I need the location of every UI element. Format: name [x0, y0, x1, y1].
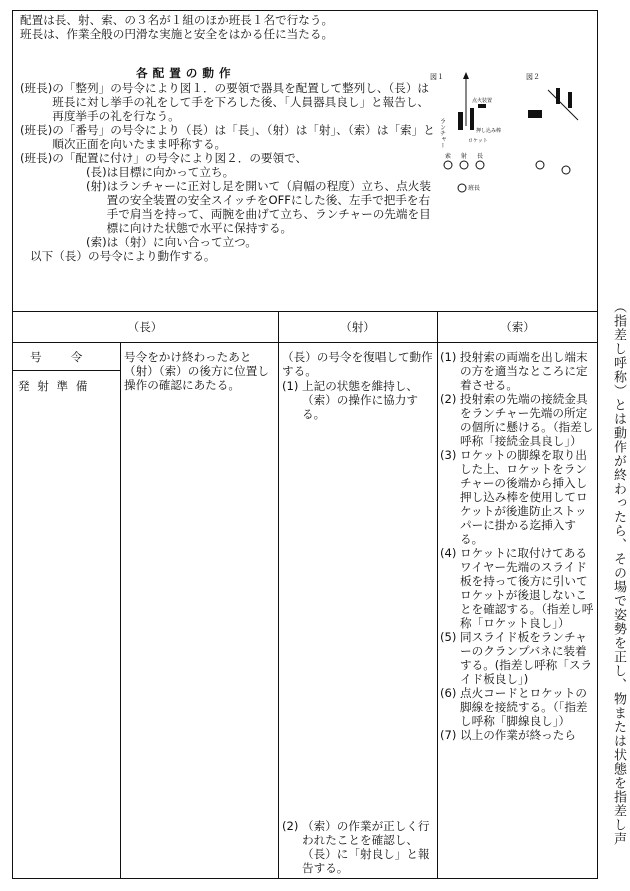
row-label-launch-prep: 発 射 準 備: [18, 379, 90, 393]
item-number: (4): [440, 546, 457, 560]
launcher-label: ランチャー: [438, 118, 446, 148]
instruction-text: の「番号」の号令により（長）は「長」、（射）は「射」、（索）は「索」と順次正面を向いたまま呼称する。: [52, 123, 435, 151]
row-label-command: 号 令: [30, 350, 85, 364]
item-number: (1): [440, 350, 457, 364]
cho-cell-text: 号令をかけ終わったあと（射）（索）の後方に位置し操作の確認にあたる。: [124, 350, 269, 392]
sub-instruction-2: [20, 179, 435, 235]
item-text: 上記の状態を維持し、（索）の操作に協力する。: [302, 379, 418, 421]
sub-text: はランチャーに正対し足を開いて（肩幅の程度）立ち、点火装置の安全装置の安全スイッチをOFFにした後、左手で把手を右手で肩当を持って、両腕を曲げて立ち、ランチャーの先端を目標に向けた状態で水平に保持する。: [106, 179, 431, 235]
firing-device-shape: [478, 104, 486, 108]
fig2-person-sha: [556, 88, 560, 104]
item-number: (7): [440, 728, 457, 742]
sub-speaker: (射): [86, 179, 107, 193]
instruction-text: の「配置に付け」の号令により図２．の要領で、: [52, 151, 308, 165]
kyo-item-3: [440, 448, 596, 546]
kyo-item-1: [440, 350, 596, 392]
rod-label: 押し込み棒: [476, 128, 502, 134]
target-arrow-icon: [463, 72, 469, 79]
sub-text: は目標に向かって立ち。: [106, 165, 235, 179]
item-text: 投射索の両端を出し端末の方を適当なところに定着させる。: [460, 350, 588, 392]
sub-speaker: (索): [86, 235, 107, 249]
sha-marker-icon: [460, 161, 468, 169]
fig2-cho-marker-icon: [536, 161, 544, 169]
item-number: (3): [440, 448, 457, 462]
header-kyo: （索）: [500, 320, 535, 334]
sha-item-2: [282, 819, 434, 875]
item-number: (5): [440, 630, 457, 644]
item-number: (2): [282, 819, 299, 833]
section-heading: 各配置の動作: [136, 66, 236, 80]
sub-instruction-1: [20, 165, 435, 179]
fig2-launcher-body: [528, 110, 542, 118]
sub-speaker: (長): [86, 165, 107, 179]
col-divider-1: [120, 342, 121, 879]
hancho-label: 班長: [468, 185, 481, 192]
item-text: ロケットの脚線を取り出した上、ロケットをランチャーの後端から挿入し押し込み棒を使用してロケットが後進防止ストッパーに掛かる迄挿入する。: [460, 448, 588, 546]
label-row-rule: [12, 370, 120, 371]
item-text: 点火コードとロケットの脚線を接続する。（「指差し呼称「脚線良し」）: [460, 686, 588, 728]
header-sha: （射）: [340, 320, 375, 334]
launcher-shape: [458, 112, 463, 130]
fig2-person-kyo: [568, 92, 572, 108]
col-divider-2: [278, 311, 279, 879]
cho-label: 長: [477, 153, 484, 160]
kyo-item-2: [440, 392, 596, 448]
instruction-1: [20, 81, 435, 123]
item-text: 投射索の先端の接続金具をランチャー先端の所定の個所に懸ける。（指差し呼称「接続金具良し」）: [460, 392, 594, 448]
instruction-list: [20, 81, 435, 263]
instruction-text: の「整列」の号令により図１．の要領で器具を配置して整列し、（長）は班長に対し挙手の礼をして手を下ろした後、「人員器具良し」と報告し、再度挙手の礼を行なう。: [52, 81, 430, 123]
sha-cell-intro: （長）の号令を復唱して動作する。: [282, 350, 433, 378]
fig2-launcher-line: [548, 90, 578, 120]
intro-line-2: 班長は、作業全般の円滑な実施と安全をはかる任に当たる。: [20, 27, 334, 41]
item-text: 以上の作業が終ったら: [460, 728, 576, 742]
hancho-marker-icon: [458, 184, 466, 192]
fig2-hancho-marker-icon: [562, 166, 570, 174]
kyo-label: 索: [445, 153, 452, 160]
table-header-rule: [12, 342, 598, 343]
intro-block: [20, 13, 580, 41]
side-note: （指差し呼称）とは動作が終わったら、その場で姿勢を正し、物または状態を指差し声: [611, 300, 626, 846]
instruction-3: [20, 151, 435, 165]
instruction-2: [20, 123, 435, 151]
intro-line-1: 配置は長、射、索、の３名が１組のほか班長１名で行なう。: [20, 13, 334, 27]
rocket-shape: [470, 108, 474, 130]
sha-item-1: [282, 379, 434, 421]
instruction-speaker: (班長): [20, 123, 53, 137]
kyo-item-4: [440, 546, 596, 630]
sub-instruction-3: [20, 235, 435, 249]
fig1-label: 図１: [430, 73, 444, 81]
instruction-speaker: (班長): [20, 81, 53, 95]
sha-label: 射: [461, 153, 468, 160]
kyo-item-5: [440, 630, 596, 686]
item-text: 同スライド板をランチャーのクランプバネに装着する。(指差し呼称「スライド板良し」): [460, 630, 593, 686]
sub-text: は（射）に向い合って立つ。: [106, 235, 257, 249]
kyo-item-7: [440, 728, 596, 742]
kyo-marker-icon: [444, 161, 452, 169]
arrangement-figure: [428, 70, 596, 198]
header-cho: （長）: [127, 320, 163, 334]
rocket-label: ロケット: [468, 138, 488, 144]
item-number: (1): [282, 379, 299, 393]
kyo-item-6: [440, 686, 596, 728]
table-top-rule: [12, 311, 598, 312]
col-divider-3: [437, 311, 438, 879]
item-text: ロケットに取付けてあるワイヤー先端のスライド板を持って後方に引いてロケットが後退しないことを確認する。（指差し呼称「ロケット良し」）: [460, 546, 594, 630]
item-number: (6): [440, 686, 457, 700]
firing-label: 点火装置: [472, 98, 493, 104]
kyo-item-list: [440, 350, 596, 742]
closing-line: 以下（長）の号令により動作する。: [30, 249, 216, 263]
cho-marker-icon: [476, 161, 484, 169]
instruction-speaker: (班長): [20, 151, 53, 165]
item-number: (2): [440, 392, 457, 406]
fig2-label: 図２: [526, 73, 540, 81]
item-text: （索）の作業が正しく行われたことを確認し、（長）に「射良し」と報告する。: [302, 819, 430, 875]
